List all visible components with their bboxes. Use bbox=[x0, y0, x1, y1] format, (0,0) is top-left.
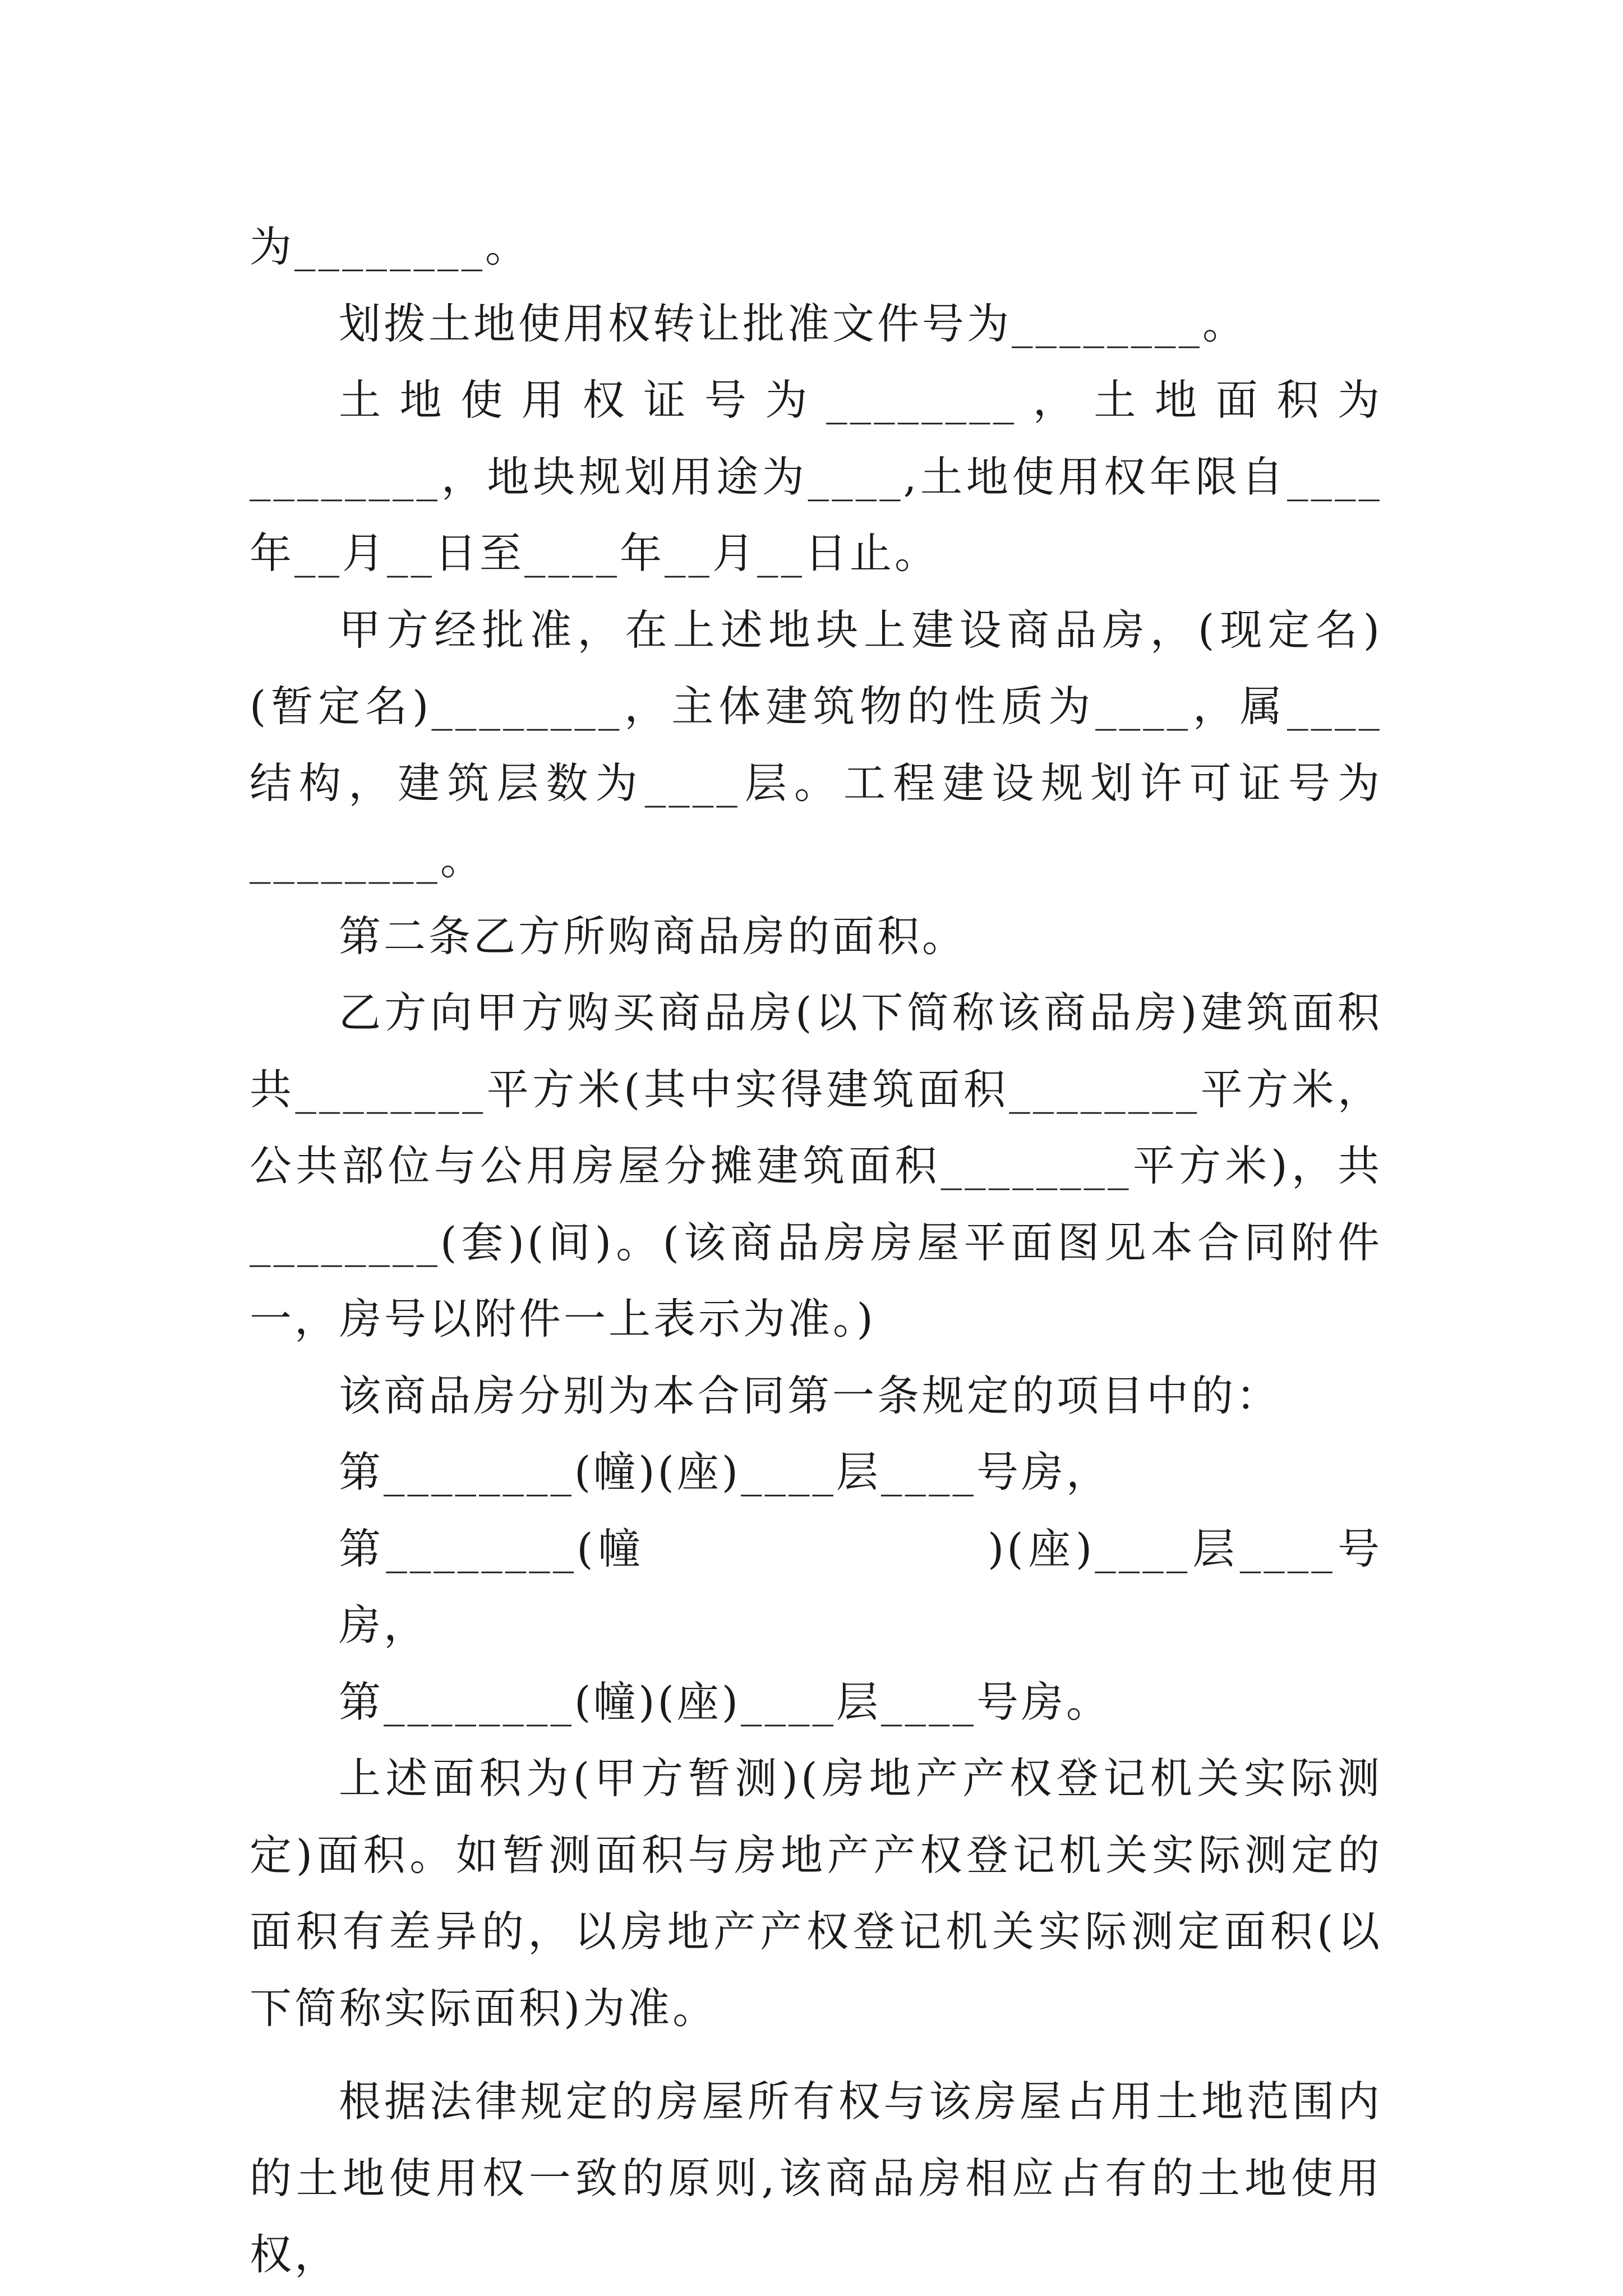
paragraph-unit-list-intro: 该商品房分别为本合同第一条规定的项目中的： bbox=[339, 1370, 1281, 1420]
paragraph-land-use-certificate: 土地使用权证号为________，土地面积为________，地块规划用途为____,土地使用权年限自____年__月__日至____年__月__日止。 bbox=[250, 375, 1382, 578]
unit-line-2 bbox=[250, 1511, 1382, 1664]
paragraph-building-approval: 甲方经批准，在上述地块上建设商品房，(现定名)(暂定名)________，主体建筑物的性质为____，属____结构，建筑层数为____层。工程建设规划许可证号为________。 bbox=[250, 605, 1382, 884]
article-two-heading: 第二条乙方所购商品房的面积。 bbox=[339, 911, 967, 961]
paragraph-continuation: 为________。 bbox=[250, 222, 531, 272]
paragraph-allocation-approval-number: 划拨土地使用权转让批准文件号为________。 bbox=[339, 298, 1248, 348]
unit-line-2-end: )(座)____层____号房， bbox=[339, 1524, 1383, 1650]
contract-body bbox=[250, 209, 1382, 2293]
paragraph-area-measurement: 上述面积为(甲方暂测)(房地产产权登记机关实际测定)面积。如暂测面积与房地产产权登记机关实际测定的面积有差异的，以房地产产权登记机关实际测定面积(以下简称实际面积)为准。 bbox=[250, 1754, 1382, 2033]
unit-line-3: 第________(幢)(座)____层____号房。 bbox=[339, 1677, 1112, 1727]
paragraph-purchase-area: 乙方向甲方购买商品房(以下简称该商品房)建筑面积共________平方米(其中实得建筑面积________平方米，公共部位与公用房屋分摊建筑面积________平方米)，共________(套)(间)。(该商品房房屋平面图见本合同附件一，房号以附件一上表示为准。) bbox=[250, 988, 1382, 1343]
paragraph-land-use-right-principle: 根据法律规定的房屋所有权与该房屋占用土地范围内的土地使用权一致的原则,该商品房相应占有的土地使用权， bbox=[250, 2077, 1382, 2279]
unit-line-2-start: 第________(幢 bbox=[339, 1524, 645, 1573]
unit-line-1: 第________(幢)(座)____层____号房， bbox=[339, 1447, 1112, 1497]
